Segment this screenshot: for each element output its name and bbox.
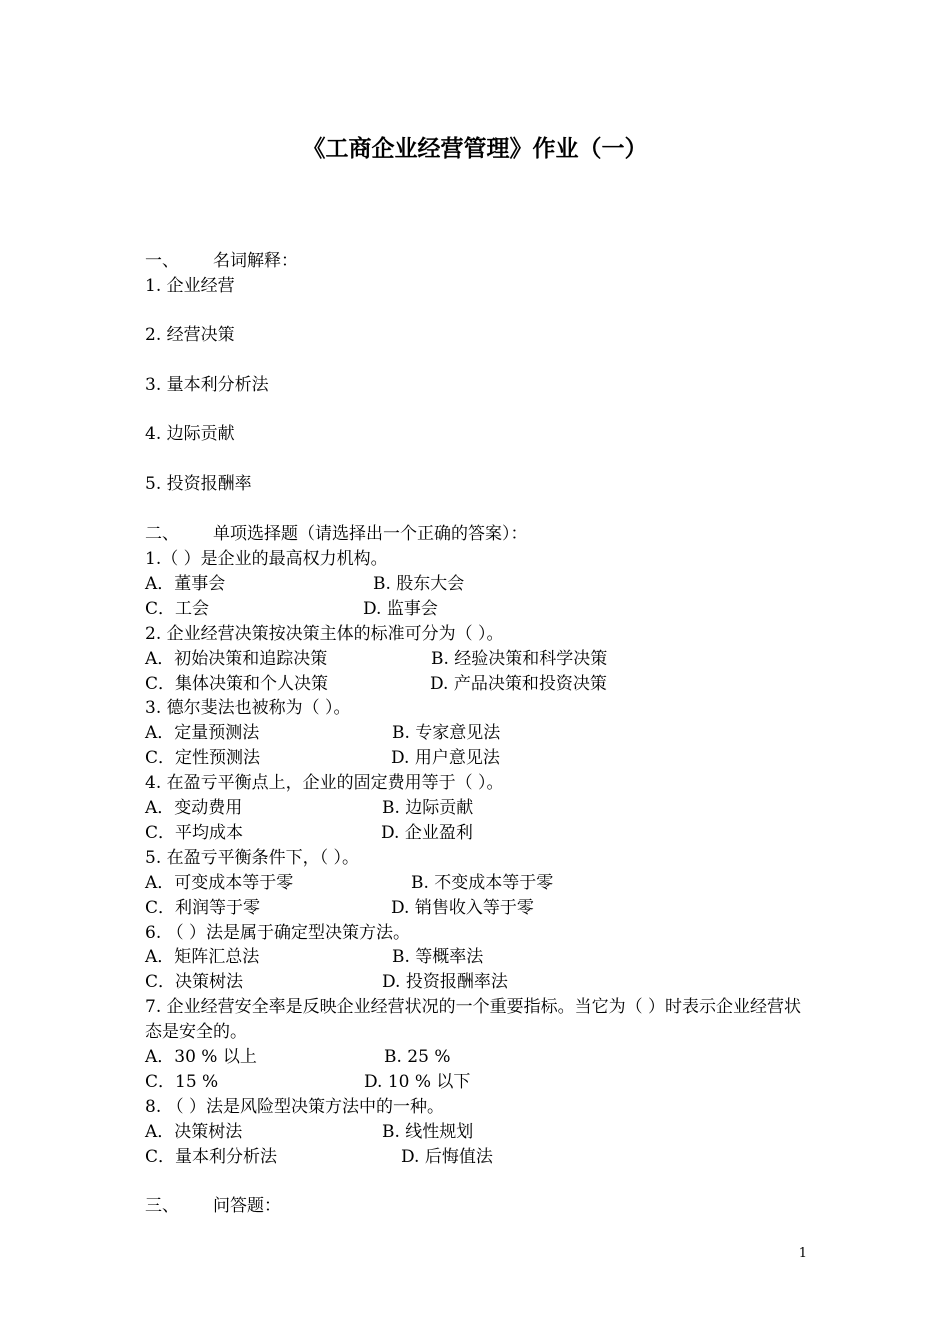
option-b: B. 专家意见法 <box>392 723 501 743</box>
section-3-heading: 问答题： <box>213 1196 281 1216</box>
section-1-number: 一、 <box>145 251 179 271</box>
option-a: A．变动费用 <box>145 798 243 818</box>
section-2-header <box>145 522 528 547</box>
section-3-header <box>145 1194 281 1219</box>
term-item: 4. 边际贡献 <box>145 424 235 444</box>
option-b: B. 不变成本等于零 <box>411 873 554 893</box>
option-a: A．董事会 <box>145 574 226 594</box>
option-row <box>145 1120 474 1145</box>
section-2-heading: 单项选择题（请选择出一个正确的答案）： <box>213 524 528 544</box>
option-a: A．决策树法 <box>145 1122 243 1142</box>
page-number: 1 <box>798 1246 807 1261</box>
option-b: B. 边际贡献 <box>382 798 474 818</box>
question-7: 7. 企业经营安全率是反映企业经营状况的一个重要指标。当它为（ ）时表示企业经营状态是安全的。 <box>145 997 802 1042</box>
option-a: A．可变成本等于零 <box>145 873 294 893</box>
option-c: C．量本利分析法 <box>145 1147 278 1167</box>
question-6: 6. （ ）法是属于确定型决策方法。 <box>145 923 411 943</box>
option-c: C．平均成本 <box>145 823 244 843</box>
option-d: D. 销售收入等于零 <box>391 898 534 918</box>
option-d: D. 后悔值法 <box>401 1147 493 1167</box>
option-c: C．决策树法 <box>145 972 244 992</box>
section-3-number: 三、 <box>145 1196 179 1216</box>
term-item: 3. 量本利分析法 <box>145 375 269 395</box>
question-5: 5. 在盈亏平衡条件下，（ ）。 <box>145 848 360 868</box>
option-d: D. 企业盈利 <box>381 823 473 843</box>
question-3: 3. 德尔斐法也被称为（ ）。 <box>145 698 351 718</box>
section-2-number: 二、 <box>145 524 179 544</box>
option-b: B. 等概率法 <box>392 947 484 967</box>
option-row <box>145 572 465 597</box>
option-row <box>145 647 608 672</box>
question-4: 4. 在盈亏平衡点上，企业的固定费用等于（ ）。 <box>145 773 504 793</box>
option-row <box>145 746 500 771</box>
option-row <box>145 721 501 746</box>
option-c: C．15 % <box>145 1072 219 1092</box>
option-d: D. 用户意见法 <box>391 748 500 768</box>
option-a: A．矩阵汇总法 <box>145 947 260 967</box>
term-item: 5. 投资报酬率 <box>145 474 252 494</box>
question-1: 1.（ ）是企业的最高权力机构。 <box>145 549 388 569</box>
question-2: 2. 企业经营决策按决策主体的标准可分为（ ）。 <box>145 624 504 644</box>
option-row <box>145 1145 493 1170</box>
option-row <box>145 1045 451 1070</box>
section-1-heading: 名词解释： <box>213 251 298 271</box>
option-a: A．30 % 以上 <box>145 1047 257 1067</box>
option-d: D. 产品决策和投资决策 <box>430 674 607 694</box>
option-d: D. 10 % 以下 <box>364 1072 471 1092</box>
term-item: 2. 经营决策 <box>145 325 235 345</box>
option-row <box>145 597 438 622</box>
question-8: 8. （ ）法是风险型决策方法中的一种。 <box>145 1097 445 1117</box>
option-row <box>145 1070 471 1095</box>
option-row <box>145 796 474 821</box>
section-1-header <box>145 249 298 274</box>
option-b: B. 股东大会 <box>373 574 465 594</box>
option-row <box>145 970 508 995</box>
option-a: A．定量预测法 <box>145 723 260 743</box>
option-a: A．初始决策和追踪决策 <box>145 649 328 669</box>
option-c: C．工会 <box>145 599 210 619</box>
option-row <box>145 945 484 970</box>
option-row <box>145 871 554 896</box>
option-c: C．集体决策和个人决策 <box>145 674 329 694</box>
option-row <box>145 896 534 921</box>
option-c: C．利润等于零 <box>145 898 261 918</box>
term-item: 1. 企业经营 <box>145 276 235 296</box>
option-d: D. 投资报酬率法 <box>382 972 508 992</box>
document-title: 《工商企业经营管理》作业（一） <box>302 136 648 162</box>
option-b: B. 25 % <box>384 1047 451 1067</box>
option-b: B. 经验决策和科学决策 <box>431 649 608 669</box>
option-c: C．定性预测法 <box>145 748 261 768</box>
option-row <box>145 672 607 697</box>
option-row <box>145 821 473 846</box>
option-b: B. 线性规划 <box>382 1122 474 1142</box>
option-d: D. 监事会 <box>363 599 438 619</box>
